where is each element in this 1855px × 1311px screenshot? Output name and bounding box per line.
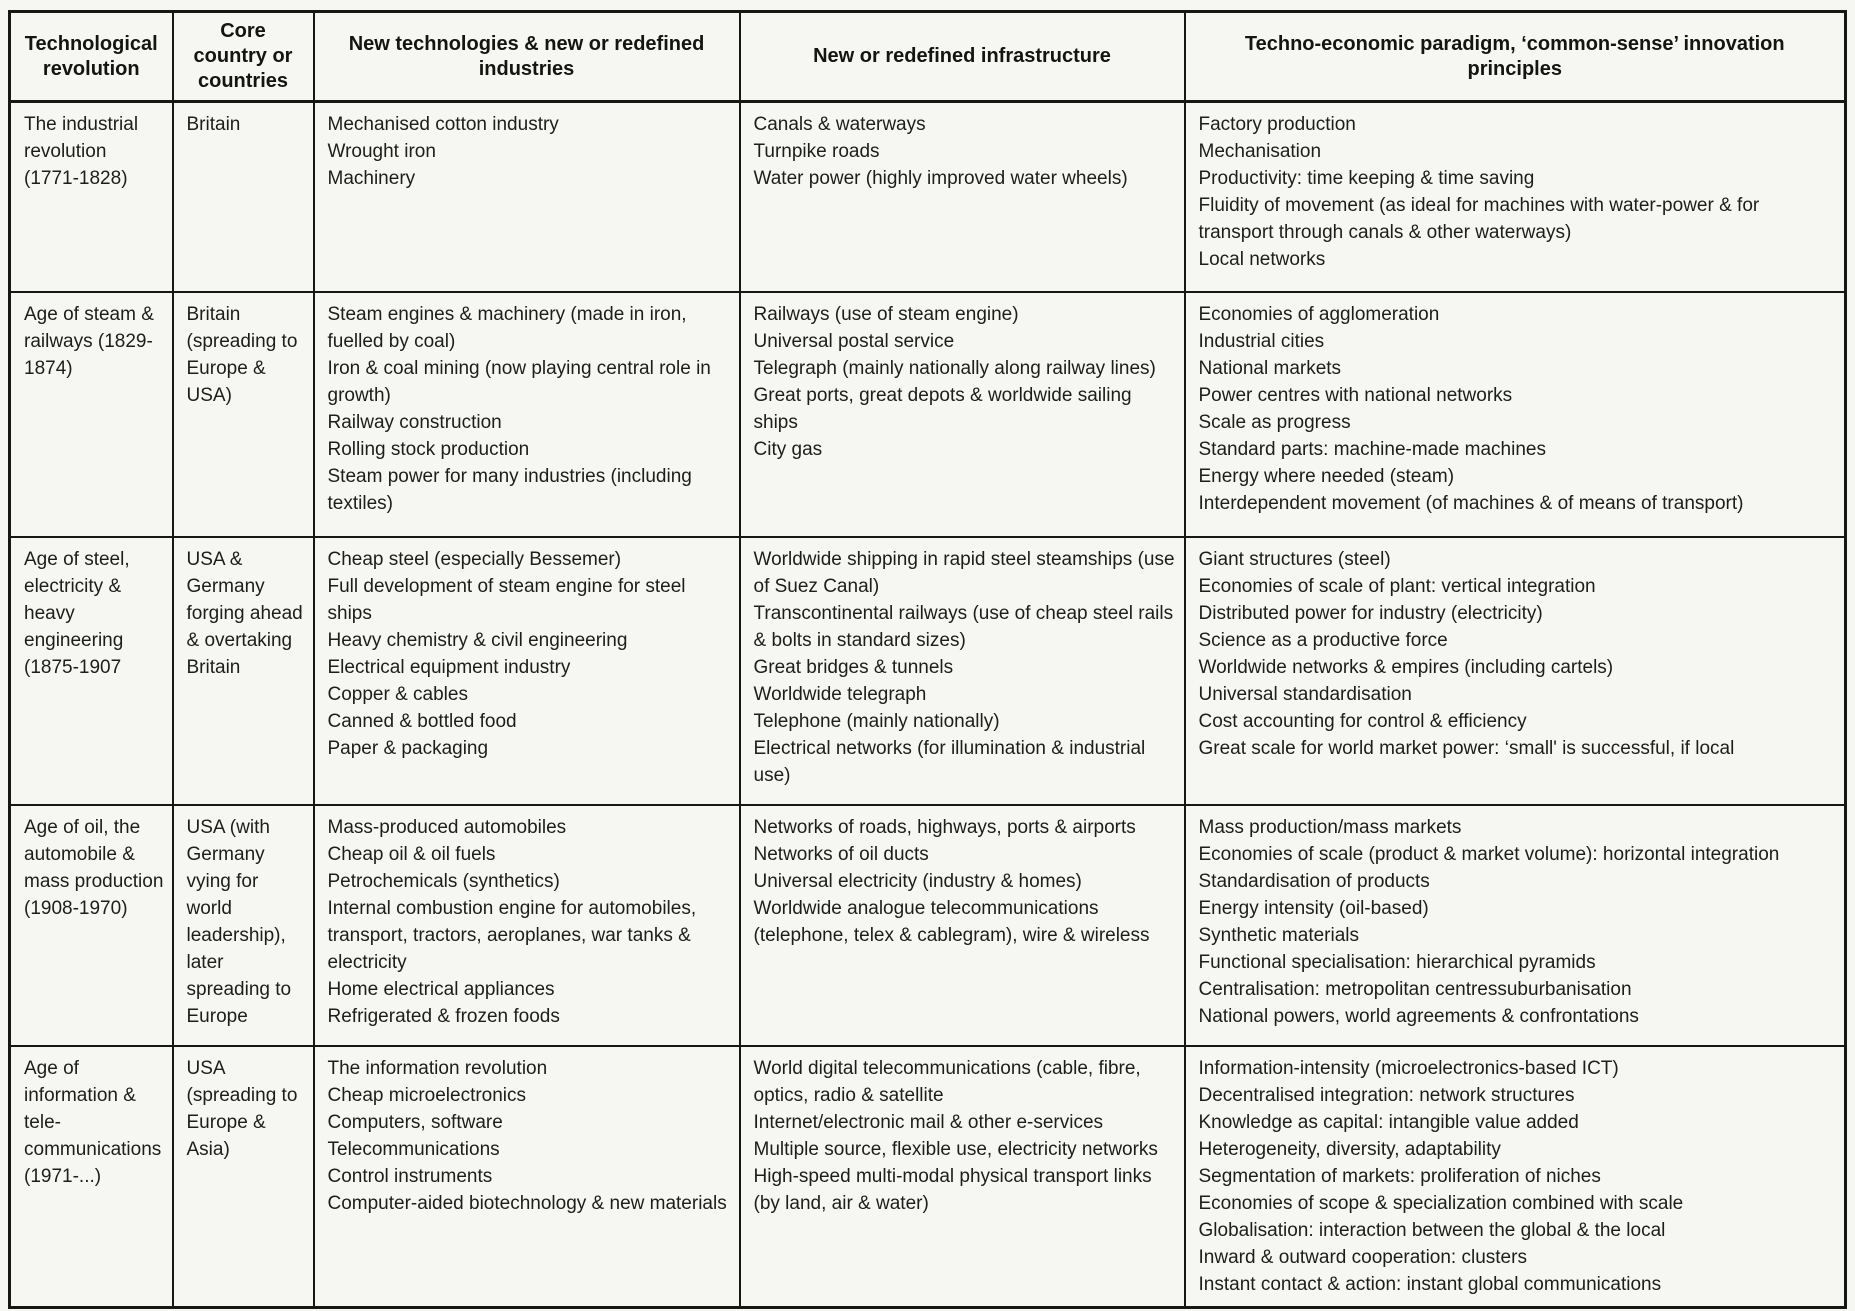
cell-text: Rolling stock production bbox=[327, 438, 530, 460]
cell-text: Canned & bottled food bbox=[327, 710, 517, 732]
cell-text: Heavy chemistry & civil engineering bbox=[327, 629, 628, 651]
cell-text: Networks of roads, highways, ports & airports bbox=[753, 816, 1136, 838]
cell-core-country bbox=[173, 102, 314, 292]
table-row bbox=[10, 1046, 1846, 1308]
cell-text: Science as a productive force bbox=[1198, 629, 1448, 651]
cell-text: Telecommunications bbox=[327, 1138, 500, 1160]
cell-text: Paper & packaging bbox=[327, 737, 489, 759]
cell-text: Knowledge as capital: intangible value added bbox=[1198, 1111, 1579, 1133]
cell-text: Petrochemicals (synthetics) bbox=[327, 870, 560, 892]
cell-text: Heterogeneity, diversity, adaptability bbox=[1198, 1138, 1501, 1160]
cell-text: Worldwide networks & empires (including cartels) bbox=[1198, 656, 1614, 678]
cell-text: Electrical networks (for illumination & industrial use) bbox=[753, 737, 1146, 786]
cell-new-industries bbox=[314, 102, 740, 292]
cell-text: Segmentation of markets: proliferation of niches bbox=[1198, 1165, 1601, 1187]
cell-text: Economies of agglomeration bbox=[1198, 303, 1440, 325]
cell-text: Mechanised cotton industry bbox=[327, 114, 559, 135]
cell-new-industries bbox=[314, 292, 740, 537]
cell-paradigm bbox=[1185, 805, 1846, 1046]
table-row bbox=[10, 537, 1846, 805]
cell-text: Economies of scale (product & market volume): horizontal integration bbox=[1198, 843, 1780, 865]
cell-new-industries bbox=[314, 537, 740, 805]
cell-text: Cheap microelectronics bbox=[327, 1084, 527, 1106]
cell-text: Centralisation: metropolitan centressuburbanisation bbox=[1198, 978, 1632, 1000]
cell-text: Machinery bbox=[327, 168, 416, 189]
header-techno-economic-paradigm: Techno-economic paradigm, ‘common-sense’ innovation principles bbox=[1185, 12, 1846, 102]
cell-text: Economies of scale of plant: vertical integration bbox=[1198, 575, 1596, 597]
cell-text: Age of information & tele-communications (1971-...) bbox=[24, 1057, 162, 1187]
cell-text: USA (with Germany vying for world leadership), later spreading to Europe bbox=[186, 816, 292, 1027]
cell-text: Computers, software bbox=[327, 1111, 503, 1133]
cell-text: Age of steel, electricity & heavy engineering (1875-1907 bbox=[24, 548, 130, 678]
header-core-country: Core country or countries bbox=[173, 12, 314, 102]
table-body bbox=[10, 102, 1846, 1308]
cell-text: Control instruments bbox=[327, 1165, 493, 1187]
cell-text: Instant contact & action: instant global communications bbox=[1198, 1273, 1662, 1295]
cell-new-industries bbox=[314, 805, 740, 1046]
cell-text: Copper & cables bbox=[327, 683, 468, 705]
cell-text: Productivity: time keeping & time saving bbox=[1198, 168, 1535, 189]
cell-text: Mass production/mass markets bbox=[1198, 816, 1462, 838]
cell-text: Universal electricity (industry & homes) bbox=[753, 870, 1082, 892]
cell-text: Steam power for many industries (including textiles) bbox=[327, 465, 692, 514]
cell-text: Internal combustion engine for automobiles, transport, tractors, aeroplanes, war tanks & electricity bbox=[327, 897, 697, 973]
cell-text: Water power (highly improved water wheels) bbox=[753, 168, 1128, 189]
cell-text: Internet/electronic mail & other e-services bbox=[753, 1111, 1104, 1133]
cell-text: Britain (spreading to Europe & USA) bbox=[186, 303, 298, 406]
cell-text: Networks of oil ducts bbox=[753, 843, 929, 865]
cell-revolution bbox=[10, 805, 173, 1046]
header-new-infrastructure: New or redefined infrastructure bbox=[740, 12, 1185, 102]
cell-text: Telegraph (mainly nationally along railway lines) bbox=[753, 357, 1156, 379]
cell-text: Wrought iron bbox=[327, 141, 436, 162]
cell-text: Economies of scope & specialization combined with scale bbox=[1198, 1192, 1684, 1214]
cell-infrastructure bbox=[740, 292, 1185, 537]
cell-text: The industrial revolution (1771-1828) bbox=[24, 114, 139, 189]
cell-text: Local networks bbox=[1198, 249, 1326, 270]
cell-text: The information revolution bbox=[327, 1057, 548, 1079]
cell-text: Information-intensity (microelectronics-based ICT) bbox=[1198, 1057, 1619, 1079]
cell-text: Turnpike roads bbox=[753, 141, 880, 162]
cell-text: Worldwide telegraph bbox=[753, 683, 927, 705]
cell-text: Distributed power for industry (electricity) bbox=[1198, 602, 1543, 624]
cell-infrastructure bbox=[740, 1046, 1185, 1308]
cell-text: Inward & outward cooperation: clusters bbox=[1198, 1246, 1527, 1268]
cell-text: Age of oil, the automobile & mass production (1908-1970) bbox=[24, 816, 164, 919]
cell-text: Canals & waterways bbox=[753, 114, 926, 135]
cell-text: Railway construction bbox=[327, 411, 502, 433]
cell-paradigm bbox=[1185, 1046, 1846, 1308]
cell-text: Britain bbox=[186, 114, 241, 135]
table-row bbox=[10, 292, 1846, 537]
cell-infrastructure bbox=[740, 805, 1185, 1046]
cell-text: Industrial cities bbox=[1198, 330, 1325, 352]
header-row bbox=[10, 12, 1846, 102]
cell-text: USA (spreading to Europe & Asia) bbox=[186, 1057, 298, 1160]
cell-text: High-speed multi-modal physical transport links (by land, air & water) bbox=[753, 1165, 1152, 1214]
cell-text: Telephone (mainly nationally) bbox=[753, 710, 1000, 732]
cell-paradigm bbox=[1185, 292, 1846, 537]
cell-text: Synthetic materials bbox=[1198, 924, 1360, 946]
cell-text: Energy intensity (oil-based) bbox=[1198, 897, 1429, 919]
cell-core-country bbox=[173, 292, 314, 537]
cell-infrastructure bbox=[740, 102, 1185, 292]
cell-text: National powers, world agreements & confrontations bbox=[1198, 1005, 1639, 1027]
cell-text: Refrigerated & frozen foods bbox=[327, 1005, 560, 1027]
cell-text: Factory production bbox=[1198, 114, 1356, 135]
header-technological-revolution: Technological revolution bbox=[10, 12, 173, 102]
cell-text: USA & Germany forging ahead & overtaking Britain bbox=[186, 548, 303, 678]
cell-text: Electrical equipment industry bbox=[327, 656, 571, 678]
cell-core-country bbox=[173, 537, 314, 805]
header-new-technologies-industries: New technologies & new or redefined industries bbox=[314, 12, 740, 102]
cell-text: Cheap oil & oil fuels bbox=[327, 843, 496, 865]
cell-revolution bbox=[10, 1046, 173, 1308]
cell-text: Full development of steam engine for steel ships bbox=[327, 575, 686, 624]
cell-text: Transcontinental railways (use of cheap steel rails & bolts in standard sizes) bbox=[753, 602, 1174, 651]
cell-text: Railways (use of steam engine) bbox=[753, 303, 1019, 325]
cell-core-country bbox=[173, 1046, 314, 1308]
cell-text: Steam engines & machinery (made in iron, fuelled by coal) bbox=[327, 303, 687, 352]
cell-text: Functional specialisation: hierarchical pyramids bbox=[1198, 951, 1596, 973]
cell-text: World digital telecommunications (cable, fibre, optics, radio & satellite bbox=[753, 1057, 1141, 1106]
cell-text: Energy where needed (steam) bbox=[1198, 465, 1455, 487]
cell-text: Iron & coal mining (now playing central role in growth) bbox=[327, 357, 711, 406]
cell-text: Universal standardisation bbox=[1198, 683, 1412, 705]
cell-text: Interdependent movement (of machines & of means of transport) bbox=[1198, 492, 1744, 514]
cell-text: Mechanisation bbox=[1198, 141, 1322, 162]
table-row bbox=[10, 102, 1846, 292]
cell-text: Multiple source, flexible use, electricity networks bbox=[753, 1138, 1158, 1160]
cell-text: Giant structures (steel) bbox=[1198, 548, 1391, 570]
cell-text: Globalisation: interaction between the global & the local bbox=[1198, 1219, 1666, 1241]
cell-text: Great ports, great depots & worldwide sailing ships bbox=[753, 384, 1132, 433]
cell-text: Computer-aided biotechnology & new materials bbox=[327, 1192, 727, 1214]
cell-text: Fluidity of movement (as ideal for machines with water-power & for transport through canals & other waterways) bbox=[1198, 195, 1760, 243]
cell-text: Standardisation of products bbox=[1198, 870, 1430, 892]
technological-revolutions-table bbox=[8, 10, 1847, 1309]
cell-text: Great scale for world market power: ‘small' is successful, if local bbox=[1198, 737, 1735, 759]
cell-text: Home electrical appliances bbox=[327, 978, 555, 1000]
cell-text: Decentralised integration: network structures bbox=[1198, 1084, 1575, 1106]
cell-text: Worldwide analogue telecommunications (telephone, telex & cablegram), wire & wireless bbox=[753, 897, 1150, 946]
cell-revolution bbox=[10, 292, 173, 537]
table-row bbox=[10, 805, 1846, 1046]
cell-text: Worldwide shipping in rapid steel steamships (use of Suez Canal) bbox=[753, 548, 1175, 597]
cell-text: Scale as progress bbox=[1198, 411, 1351, 433]
cell-text: Standard parts: machine-made machines bbox=[1198, 438, 1546, 460]
cell-paradigm bbox=[1185, 537, 1846, 805]
cell-text: National markets bbox=[1198, 357, 1342, 379]
cell-text: Age of steam & railways (1829-1874) bbox=[24, 303, 154, 379]
cell-text: Great bridges & tunnels bbox=[753, 656, 954, 678]
cell-text: Power centres with national networks bbox=[1198, 384, 1513, 406]
cell-text: Cost accounting for control & efficiency bbox=[1198, 710, 1527, 732]
cell-new-industries bbox=[314, 1046, 740, 1308]
cell-revolution bbox=[10, 102, 173, 292]
cell-text: Cheap steel (especially Bessemer) bbox=[327, 548, 622, 570]
cell-paradigm bbox=[1185, 102, 1846, 292]
cell-text: City gas bbox=[753, 438, 823, 460]
cell-revolution bbox=[10, 537, 173, 805]
cell-text: Universal postal service bbox=[753, 330, 955, 352]
cell-core-country bbox=[173, 805, 314, 1046]
cell-infrastructure bbox=[740, 537, 1185, 805]
cell-text: Mass-produced automobiles bbox=[327, 816, 567, 838]
